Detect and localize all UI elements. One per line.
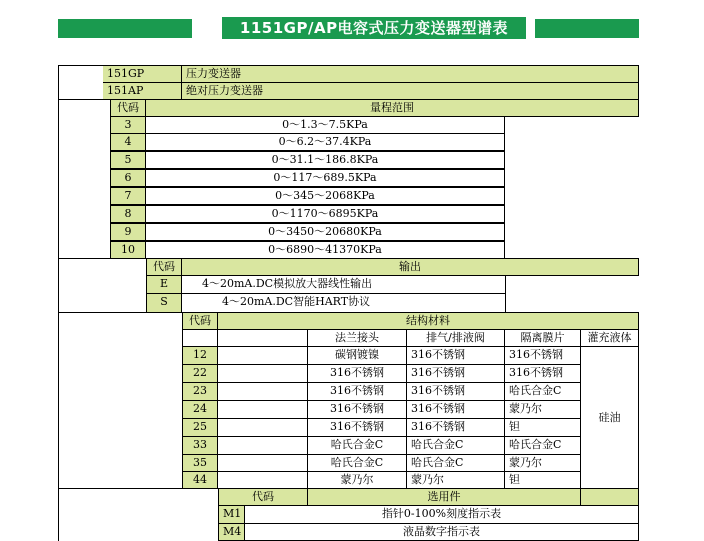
material-flange-25: 316不锈钢 xyxy=(307,418,407,437)
material-diaphragm-35: 蒙乃尔 xyxy=(504,454,581,472)
range-value-6: 0～117～689.5KPa xyxy=(145,169,505,187)
material-diaphragm-22: 316不锈钢 xyxy=(504,364,581,383)
material-col-flange: 法兰接头 xyxy=(307,329,407,347)
material-vent-12: 316不锈钢 xyxy=(406,346,505,365)
options-left-blank xyxy=(58,488,219,541)
material-blank-35 xyxy=(217,454,308,472)
material-fill-value: 硅油 xyxy=(580,346,639,489)
material-left-blank xyxy=(58,312,183,489)
range-code-10: 10 xyxy=(110,241,146,259)
range-value-3: 0～1.3～7.5KPa xyxy=(145,116,505,134)
material-blank-12 xyxy=(217,346,308,365)
material-header: 结构材料 xyxy=(217,312,639,330)
model-code-0: 151GP xyxy=(102,65,182,83)
options-value-M1: 指针0-100%刻度指示表 xyxy=(244,505,639,524)
output-value-S: 4～20mA.DC智能HART协议 xyxy=(181,293,506,313)
options-code-header: 代码 xyxy=(218,488,308,506)
range-header: 量程范围 xyxy=(145,99,639,117)
range-code-9: 9 xyxy=(110,223,146,241)
material-col-vent: 排气/排液阀 xyxy=(406,329,505,347)
material-flange-12: 碳钢镀镍 xyxy=(307,346,407,365)
material-flange-33: 哈氏合金C xyxy=(307,436,407,455)
material-diaphragm-24: 蒙乃尔 xyxy=(504,400,581,419)
material-vent-33: 哈氏合金C xyxy=(406,436,505,455)
material-blank-25 xyxy=(217,418,308,437)
material-code-header: 代码 xyxy=(182,312,218,330)
output-value-E: 4～20mA.DC模拟放大器线性输出 xyxy=(181,275,506,294)
material-code-25: 25 xyxy=(182,418,218,437)
material-blank-23 xyxy=(217,382,308,401)
range-code-3: 3 xyxy=(110,116,146,134)
material-code-35: 35 xyxy=(182,454,218,472)
material-blank-24 xyxy=(217,400,308,419)
material-vent-22: 316不锈钢 xyxy=(406,364,505,383)
model-name-0: 压力变送器 xyxy=(181,65,639,83)
material-vent-44: 蒙乃尔 xyxy=(406,471,505,489)
material-diaphragm-25: 钽 xyxy=(504,418,581,437)
range-left-blank xyxy=(58,99,111,259)
range-value-4: 0～6.2～37.4KPa xyxy=(145,133,505,151)
output-code-header: 代码 xyxy=(146,258,182,276)
material-blank-33 xyxy=(217,436,308,455)
range-value-5: 0～31.1～186.8KPa xyxy=(145,151,505,169)
model-left-inner xyxy=(79,67,103,98)
range-code-8: 8 xyxy=(110,205,146,223)
material-flange-44: 蒙乃尔 xyxy=(307,471,407,489)
material-blank-44 xyxy=(217,471,308,489)
material-diaphragm-44: 钽 xyxy=(504,471,581,489)
material-code-22: 22 xyxy=(182,364,218,383)
options-code-M4: M4 xyxy=(218,523,245,541)
material-col-blank xyxy=(217,329,308,347)
options-value-M4: 液晶数字指示表 xyxy=(244,523,639,541)
title-bar-left xyxy=(58,19,192,38)
range-value-10: 0～6890～41370KPa xyxy=(145,241,505,259)
range-code-6: 6 xyxy=(110,169,146,187)
material-diaphragm-23: 哈氏合金C xyxy=(504,382,581,401)
output-header: 输出 xyxy=(181,258,639,276)
material-code-24: 24 xyxy=(182,400,218,419)
material-diaphragm-33: 哈氏合金C xyxy=(504,436,581,455)
material-diaphragm-12: 316不锈钢 xyxy=(504,346,581,365)
material-flange-22: 316不锈钢 xyxy=(307,364,407,383)
options-header: 选用件 xyxy=(307,488,581,506)
range-code-header: 代码 xyxy=(110,99,146,117)
model-name-1: 绝对压力变送器 xyxy=(181,82,639,100)
output-left-blank xyxy=(58,258,147,313)
material-flange-24: 316不锈钢 xyxy=(307,400,407,419)
material-vent-23: 316不锈钢 xyxy=(406,382,505,401)
material-vent-24: 316不锈钢 xyxy=(406,400,505,419)
model-code-1: 151AP xyxy=(102,82,182,100)
range-value-8: 0～1170～6895KPa xyxy=(145,205,505,223)
title-bar-right xyxy=(535,19,639,38)
range-code-4: 4 xyxy=(110,133,146,151)
page-title: 1151GP/AP电容式压力变送器型谱表 xyxy=(222,17,526,39)
material-vent-25: 316不锈钢 xyxy=(406,418,505,437)
range-value-7: 0～345～2068KPa xyxy=(145,187,505,205)
output-code-E: E xyxy=(146,275,182,294)
range-code-5: 5 xyxy=(110,151,146,169)
material-code-33: 33 xyxy=(182,436,218,455)
range-value-9: 0～3450～20680KPa xyxy=(145,223,505,241)
material-flange-23: 316不锈钢 xyxy=(307,382,407,401)
material-code-12: 12 xyxy=(182,346,218,365)
output-code-S: S xyxy=(146,293,182,313)
material-code-44: 44 xyxy=(182,471,218,489)
material-vent-35: 哈氏合金C xyxy=(406,454,505,472)
material-col-fill: 灌充液体 xyxy=(580,329,639,347)
options-code-M1: M1 xyxy=(218,505,245,524)
range-code-7: 7 xyxy=(110,187,146,205)
material-col-diaphragm: 隔离膜片 xyxy=(504,329,581,347)
options-header-end xyxy=(580,488,639,506)
material-code-23: 23 xyxy=(182,382,218,401)
material-flange-35: 哈氏合金C xyxy=(307,454,407,472)
material-blank-22 xyxy=(217,364,308,383)
